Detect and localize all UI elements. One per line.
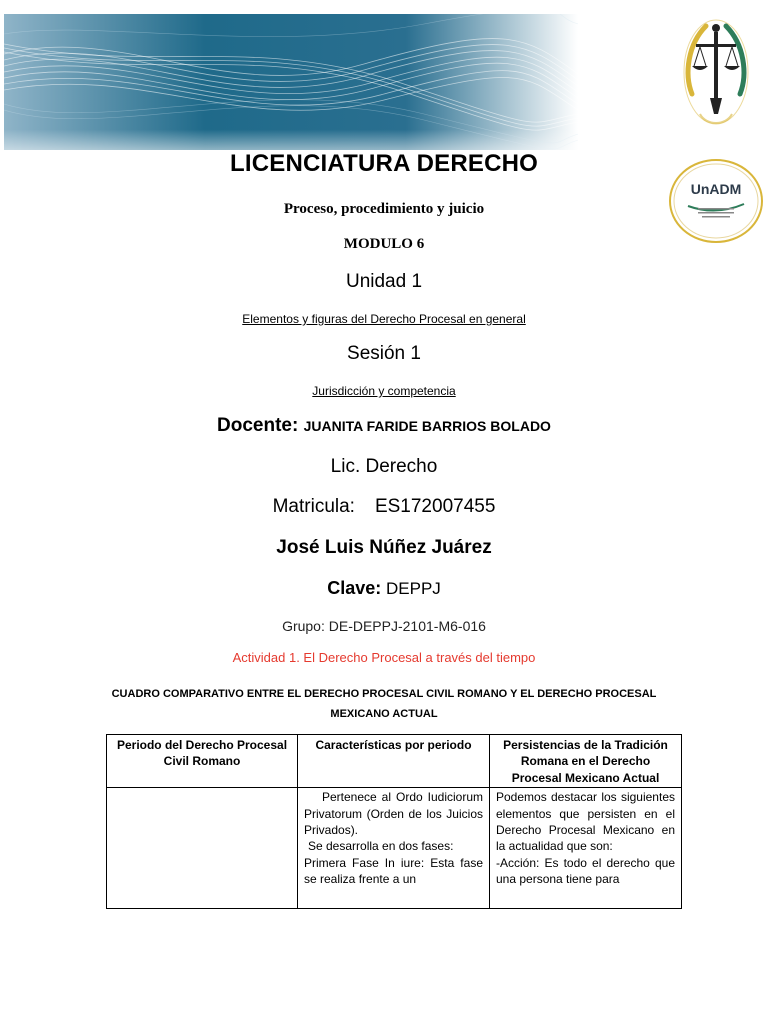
activity-title: Actividad 1. El Derecho Procesal a través del tiempo	[232, 650, 536, 665]
persistences-cell	[490, 788, 682, 909]
course-key-value: DEPPJ	[385, 579, 441, 598]
characteristics-text: Pertenece al Ordo Iudiciorum Privatorum (Orden de los Juicios Privados).	[304, 790, 483, 838]
header-banner	[4, 14, 578, 150]
teacher-name: JUANITA FARIDE BARRIOS BOLADO	[303, 418, 551, 434]
unit-label: Unidad 1	[345, 271, 423, 292]
teacher-label: Docente:	[217, 415, 299, 436]
table-heading-line-2: MEXICANO ACTUAL	[330, 708, 438, 720]
characteristics-text: Se desarrolla en dos fases:	[308, 839, 454, 854]
unadm-logo-text: UnADM	[690, 181, 742, 197]
table-row	[107, 788, 682, 909]
teacher-line	[0, 415, 768, 437]
degree-label: Lic. Derecho	[330, 456, 438, 477]
group-label: Grupo: DE-DEPPJ-2101-M6-016	[282, 618, 486, 634]
course-key-label: Clave:	[327, 578, 382, 598]
student-name: José Luis Núñez Juárez	[276, 537, 492, 558]
period-cell	[107, 788, 298, 909]
session-label: Sesión 1	[347, 343, 421, 364]
table-heading-line-1: CUADRO COMPARATIVO ENTRE EL DERECHO PROCESAL CIVIL ROMANO Y EL DERECHO PROCESAL	[111, 688, 657, 700]
characteristics-text: Primera Fase In iure: Esta fase se realiza frente a un	[304, 855, 483, 887]
page-title: LICENCIATURA DERECHO	[230, 150, 538, 177]
subject-name: Proceso, procedimiento y juicio	[283, 201, 485, 217]
enrollment-number: ES172007455	[374, 496, 496, 517]
enrollment-label: Matricula:	[272, 496, 355, 517]
module-label: MODULO 6	[343, 236, 425, 252]
justice-scales-logo	[680, 14, 752, 132]
table-heading	[0, 684, 768, 724]
persistences-text: -Acción: Es todo el derecho que una persona tiene para	[496, 855, 675, 887]
column-header-period: Periodo del Derecho Procesal Civil Romano	[107, 735, 298, 788]
course-key-line	[0, 578, 768, 599]
column-header-persistences: Persistencias de la Tradición Romana en el Derecho Procesal Mexicano Actual	[490, 735, 682, 788]
characteristics-cell	[298, 788, 490, 909]
session-description: Jurisdicción y competencia	[312, 384, 456, 398]
table-header-row	[107, 735, 682, 788]
unit-description: Elementos y figuras del Derecho Procesal en general	[242, 312, 526, 326]
enrollment-line	[0, 496, 768, 518]
comparison-table	[106, 734, 682, 909]
column-header-characteristics: Características por periodo	[298, 735, 490, 788]
banner-wave-image	[4, 14, 578, 150]
persistences-text: Podemos destacar los siguientes elementos que persisten en el Derecho Procesal Mexicano en la actualidad que son:	[496, 790, 675, 854]
